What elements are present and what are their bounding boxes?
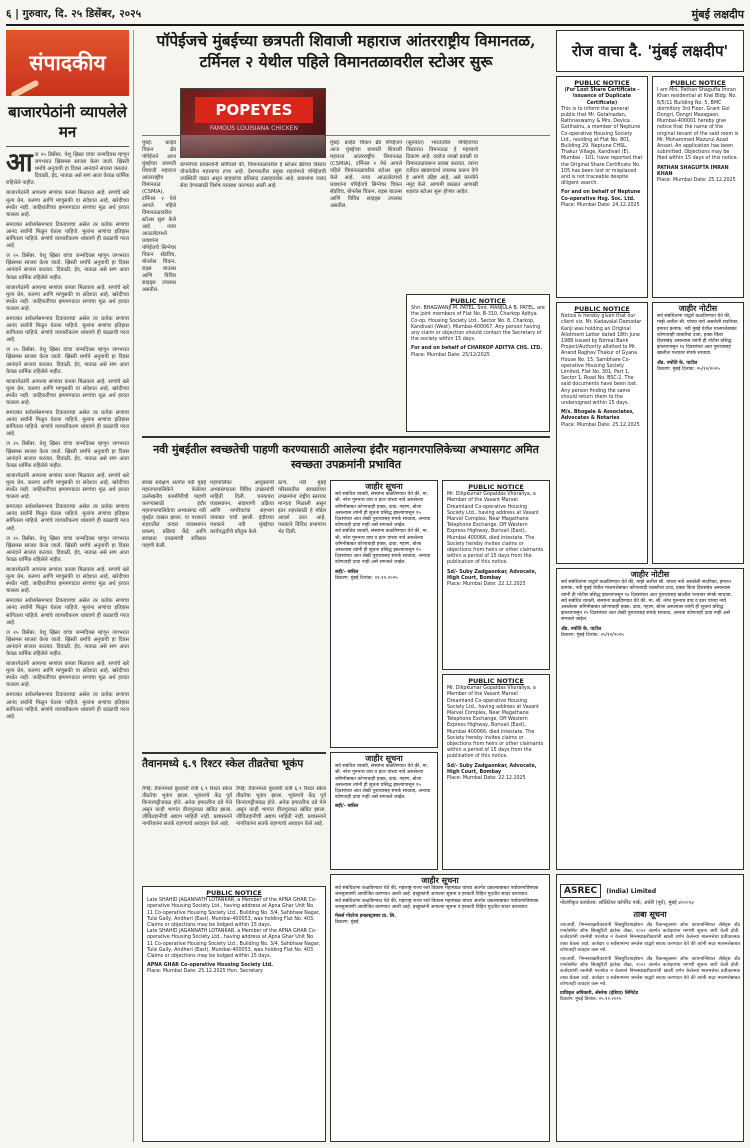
asrec-logo: ASREC	[560, 884, 601, 898]
notice-body: सर्व संबंधितांना कळविण्यात येते की, महाराष्ट्र राज्य रस्ते विकास महामंडळ यांच्या अंतर्गत प्रकल्पाबाबत पर्यावरणविषयक जनसुनावणी आयोजित करण्यात आली आहे. इच्छुकांनी आपल्या सूचना व हरकती विहित मुदतीत सादर कराव्यात.	[335, 898, 539, 910]
notice-body: Late SHAHID JAGANNATH LOTANKAR, a Member of the APNA GHAR Co-operative Housing Society Ltd., having address at Apna Ghar Unit No. 11 Co-operative Housing Society Ltd., Building No. 3/4, Sahbhaw Nagar, Tulsi Gally, Andheri (East), Mumbai-400053, was holding Flat No. 403. Claims or objections may be lodged within 15 days.	[147, 929, 321, 960]
photo-sub-text: FAMOUS LOUISIANA CHICKEN	[209, 125, 299, 132]
notice-title: जाहीर सूचना	[365, 754, 403, 763]
masthead-strip	[6, 4, 744, 26]
notice-body: Shri. BHAGWANJI M. PATEL, Smt. MANJULA B. PATEL, are the joint members of Flat No. B-310, Charkop Aditya Co-op. Housing Society Ltd., Sector No. 8, Charkop, Kandivali (West), Mumbai-400067. Any person having any claim or objection should contact the Secretary of the society within 15 days.	[411, 306, 545, 343]
notice-place-date: ठिकाण: मुंबई	[335, 920, 359, 926]
notice-signature: ॲड. ज्योति के. पाटील	[561, 626, 602, 632]
editorial-paragraph: ज २५ डिसेंबर. येशू ख्रिस्त यांचा जन्मदिवस म्हणून जगभरात ख्रिसमस साजरा केला जातो. ख्रिस्ती धर्माचे अनुयायी हा दिवस आनंदाने साजरा करतात. दिवाळी, ईद, नाताळ असे सण आता केवळ धार्मिक राहिलेले नाहीत.	[6, 152, 129, 187]
notice-body: This is to inform the general public that Mr. Gotalnadan, Rathnaswamy & Mrs. Devica Gotlhalnu, a member of Neptune Co-operative Housing Society Ltd., residing at Flat No. 801, Building 29, Neptune CHSL, Thakur Village, Kandivali (E), Mumbai - 101, have reported that the Original Share Certificate No. 105 has been lost or misplaced and is not traceable despite diligent search.	[561, 106, 643, 187]
editorial-paragraph: बाजारपेठांनी आपल्या सणांवर कब्जा मिळवला आहे. सणांचे खरे मूल्य प्रेम, करुणा आणि माणुसकी या संदेशात आहे, खरेदीच्या स्पर्धेत नाही. जाहिरातींच्या झगमगाटात सणांचा मूळ अर्थ हरवत चालला आहे.	[6, 566, 129, 595]
asrec-body: ज्याअर्थी, निम्नस्वाक्षरीकारांनी सिक्युरिटायझेशन अँड रिकन्स्ट्रक्शन ऑफ फायनान्शियल ॲसेट्स अँड एन्फोर्समेंट ऑफ सिक्युरिटी इंटरेस्ट ॲक्ट, २००२ अंतर्गत कर्जदारांना मागणी सूचना जारी केली होती. कर्जदारांनी रकमेची परतफेड न केल्याने निम्नस्वाक्षरीकारांनी खाली वर्णन केलेल्या मालमत्तेचा प्रतीकात्मक ताबा घेतला आहे. कर्जदार व सर्वसामान्य जनतेस याद्वारे सावध करण्यात येते की त्यांनी सदर मालमत्तेबाबत कोणताही व्यवहार करू नये.	[560, 957, 740, 987]
notice-signature: APNA GHAR Co-operative Housing Society Ltd.	[147, 963, 273, 969]
notice-signature: सही/- वकील	[335, 804, 359, 810]
notice-body: Late SHAHID JAGANNATH LOTANKAR, a Member of the APNA GHAR Co-operative Housing Society Ltd., having address at Apna Ghar Unit No. 11 Co-operative Housing Society Ltd., Building No. 3/4, Sahbhaw Nagar, Tulsi Gally, Andheri (East), Mumbai-400053, was holding Flat No. 403. Claims or objections may be lodged within 15 days.	[147, 898, 321, 929]
notice-title: PUBLIC NOTICE	[574, 305, 630, 313]
notice-body: सर्व संबंधितांना याद्वारे कळविण्यात येते की, माझे अशील श्री. यांच्या नावे असलेली सदनिका, इमारत क्रमांक, नवी मुंबई येथील मालमत्तेबाबत कोणत्याही व्यक्तीचा दावा, हक्क किंवा हितसंबंध असल्यास त्यांनी ही नोटीस प्रसिद्ध झाल्यापासून १४ दिवसांच्या आत पुराव्यासह खालील पत्त्यावर संपर्क साधावा.	[561, 580, 733, 598]
section-name: मुंबई लक्षदीप	[691, 7, 744, 21]
editorial-banner-text: संपादकीय	[29, 50, 106, 75]
story3-column-2: तैपेई: तैवानमध्ये बुधवारी रात्री ६.९ रिश्टर स्केल तीव्रतेचा भूकंप झाला. भूकंपाचे केंद्र पूर्व किनारपट्टीजवळ होते. अनेक इमारतींना तडे गेले असून काही भागांत वीजपुरवठा खंडित झाला. जीवितहानीची अद्याप माहिती नाही. प्रशासनाने नागरिकांना सतर्क राहण्याचे आवाहन केले आहे.	[236, 786, 326, 827]
notice-subtitle: (For Lost Share Certificate - Issuance of Duplicate Certificate)	[564, 88, 640, 106]
notice-title: PUBLIC NOTICE	[670, 79, 726, 87]
public-notice-marathi-2	[556, 568, 744, 870]
lead-column-1: मुंबई: फ्राईड चिकन ब्रँड पॉपेईजने आज मुंबईच्या छत्रपती शिवाजी महाराज आंतरराष्ट्रीय विमानतळ (CSMIA), टर्मिनल २ येथे आपले पहिले विमानतळावरील स्टोअर सुरू केले आहे. नव्या आउटलेटमध्ये प्रवाशांना पॉपेईजचे सिग्नेचर चिकन सँडविच, बोनलेस चिकन, राइस बाउल्स आणि विविध साइड्स उपलब्ध असतील.	[330, 140, 402, 209]
public-notice-pathan	[652, 76, 744, 298]
lead-column-side: मुंबई: फ्राईड चिकन ब्रँड पॉपेईजने आज मुंबईच्या छत्रपती शिवाजी महाराज आंतरराष्ट्रीय विमानतळ (CSMIA), टर्मिनल २ येथे आपले पहिले विमानतळावरील स्टोअर सुरू केले आहे. नव्या आउटलेटमध्ये प्रवाशांना पॉपेईजचे सिग्नेचर चिकन सँडविच, बोनलेस चिकन, राइस बाउल्स आणि विविध साइड्स उपलब्ध असतील.	[142, 140, 176, 293]
editorial-body	[6, 148, 129, 721]
asrec-company: (India) Limited	[606, 888, 657, 895]
editorial-column	[6, 30, 134, 1142]
notice-signature: For and on behalf of CHARKOP ADITYA CHS. LTD.	[411, 346, 543, 352]
story2-column-2: महापालिका आयुक्तांनी अभ्यासगटाला विविध उपक्रमांची माहिती दिली. घनकचरा व्यवस्थापन, सांडपाणी प्रक्रिया आणि नागरिकांचा सहभाग याबाबत चर्चा झाली. इंदौरच्या पथकाने नवी मुंबईच्या कार्यपद्धतीचे कौतुक केले.	[210, 480, 274, 535]
pen-icon	[10, 79, 39, 96]
public-notice-apna-ghar	[142, 886, 326, 1142]
page-number: ६	[6, 8, 12, 20]
editorial-paragraph: बाजारपेठांनी आपल्या सणांवर कब्जा मिळवला आहे. सणांचे खरे मूल्य प्रेम, करुणा आणि माणुसकी या संदेशात आहे, खरेदीच्या स्पर्धेत नाही. जाहिरातींच्या झगमगाटात सणांचा मूळ अर्थ हरवत चालला आहे.	[6, 661, 129, 689]
notice-place-date: Place: Mumbai Date: 25.12.2025	[561, 422, 640, 428]
editorial-paragraph: समाजात सर्वधर्मसमभाव टिकवायचा असेल तर प्रत्येक सणाचा आनंद सर्वांनी मिळून घेतला पाहिजे. मुलांना सणांचा इतिहास सांगितला पाहिजे. सणांचे व्यापारीकरण थांबवणे ही काळाची गरज आहे.	[6, 410, 129, 438]
story2-headline: नवी मुंबईतील स्वच्छतेची पाहणी करण्यासाठी आलेल्या इंदौर महानगरपालिकेच्या अभ्यासगट अमित स्वच्छता उपक्रमांनी प्रभावित	[142, 436, 550, 476]
editorial-paragraph: बाजारपेठांनी आपल्या सणांवर कब्जा मिळवला आहे. सणांचे खरे मूल्य प्रेम, करुणा आणि माणुसकी या संदेशात आहे, खरेदीच्या स्पर्धेत नाही. जाहिरातींच्या झगमगाटात सणांचा मूळ अर्थ हरवत चालला आहे.	[6, 378, 129, 406]
notice-title: PUBLIC NOTICE	[468, 677, 524, 685]
notice-place-date: ठिकाण: मुंबई दिनांक: २५/१२/२०२५	[657, 366, 720, 372]
asrec-possession-notice	[556, 874, 744, 1142]
lead-headline: पॉपेईजचे मुंबईच्या छत्रपती शिवाजी महाराज आंतरराष्ट्रीय विमानतळ, टर्मिनल २ येथील पहिले विमानतळावरील स्टोअर सुरू	[142, 30, 550, 136]
notice-title: जाहीर सूचना	[365, 482, 403, 491]
notice-title: जाहीर सूचना	[421, 876, 459, 885]
public-notice-bhogale	[556, 302, 648, 564]
asrec-place-date: ठिकाण: मुंबई दिनांक: २५.१२.२०२५	[560, 997, 622, 1003]
notice-place-date: Place: Mumbai Date: 22.12.2025	[447, 582, 526, 588]
public-notice-vasant-marvel	[442, 480, 550, 670]
asrec-body: ज्याअर्थी, निम्नस्वाक्षरीकारांनी सिक्युरिटायझेशन अँड रिकन्स्ट्रक्शन ऑफ फायनान्शियल ॲसेट्स अँड एन्फोर्समेंट ऑफ सिक्युरिटी इंटरेस्ट ॲक्ट, २००२ अंतर्गत कर्जदारांना मागणी सूचना जारी केली होती. कर्जदारांनी रकमेची परतफेड न केल्याने निम्नस्वाक्षरीकारांनी खाली वर्णन केलेल्या मालमत्तेचा प्रतीकात्मक ताबा घेतला आहे. कर्जदार व सर्वसामान्य जनतेस याद्वारे सावध करण्यात येते की त्यांनी सदर मालमत्तेबाबत कोणताही व्यवहार करू नये.	[560, 923, 740, 953]
notice-signature: ॲड. ज्योति के. पाटील	[657, 360, 698, 366]
notice-title: PUBLIC NOTICE	[574, 79, 630, 87]
public-notice-neptune	[556, 76, 648, 298]
photo-counter	[181, 135, 325, 157]
notice-signature: सही/- वकील	[335, 569, 359, 575]
page-date-line: ६ | गुरुवार, दि. २५ डिसेंबर, २०२५	[6, 8, 142, 20]
editorial-paragraph: ज २५ डिसेंबर. येशू ख्रिस्त यांचा जन्मदिवस म्हणून जगभरात ख्रिसमस साजरा केला जातो. ख्रिस्ती धर्माचे अनुयायी हा दिवस आनंदाने साजरा करतात. दिवाळी, ईद, नाताळ असे सण आता केवळ धार्मिक राहिलेले नाहीत.	[6, 629, 129, 657]
editorial-paragraph: ज २५ डिसेंबर. येशू ख्रिस्त यांचा जन्मदिवस म्हणून जगभरात ख्रिसमस साजरा केला जातो. ख्रिस्ती धर्माचे अनुयायी हा दिवस आनंदाने साजरा करतात. दिवाळी, ईद, नाताळ असे सण आता केवळ धार्मिक राहिलेले नाहीत.	[6, 441, 129, 469]
editorial-paragraph: समाजात सर्वधर्मसमभाव टिकवायचा असेल तर प्रत्येक सणाचा आनंद सर्वांनी मिळून घेतला पाहिजे. मुलांना सणांचा इतिहास सांगितला पाहिजे. सणांचे व्यापारीकरण थांबवणे ही काळाची गरज आहे.	[6, 598, 129, 626]
notice-body: Mr. Dilipkumar Gopaldas Vhoraliya, a Member of the Vasant Marvel Dreamland Co-operative Housing Society Ltd., having address at Vasant Marvel Complex, Near Magathane Telephone Exchange, Off Western Express Highway, Borivali (East), Mumbai 400066, died intestate. The Society hereby invites claims or objections from heirs or other claimants within a period of 15 days from the publication of this notice.	[447, 686, 544, 760]
notice-place-date: Place: Mumbai Date: 25/12/2025	[411, 352, 490, 358]
notice-body: सर्व संबंधितांना कळविण्यात येते की, महाराष्ट्र राज्य रस्ते विकास महामंडळ यांच्या अंतर्गत प्रकल्पाबाबत पर्यावरणविषयक जनसुनावणी आयोजित करण्यात आली आहे. इच्छुकांनी आपल्या सूचना व हरकती विहित मुदतीत सादर कराव्यात.	[335, 886, 539, 898]
editorial-paragraph: बाजारपेठांनी आपल्या सणांवर कब्जा मिळवला आहे. सणांचे खरे मूल्य प्रेम, करुणा आणि माणुसकी या संदेशात आहे, खरेदीच्या स्पर्धेत नाही. जाहिरातींच्या झगमगाटात सणांचा मूळ अर्थ हरवत चालला आहे.	[6, 190, 129, 218]
notice-place-date: Place: Mumbai Date: 22.12.2025	[447, 776, 526, 782]
date-line: गुरुवार, दि. २५ डिसेंबर, २०२५	[22, 8, 142, 20]
editorial-paragraph: ज २५ डिसेंबर. येशू ख्रिस्त यांचा जन्मदिवस म्हणून जगभरात ख्रिसमस साजरा केला जातो. ख्रिस्ती धर्माचे अनुयायी हा दिवस आनंदाने साजरा करतात. दिवाळी, ईद, नाताळ असे सण आता केवळ धार्मिक राहिलेले नाहीत.	[6, 347, 129, 375]
notice-body: सर्व संबंधित व्यक्ती, संस्थांना कळविण्यात येते की, मा. श्री. नरेश गुरुनाथ वाघ व इतर यांच्या नावे असलेल्या जमिनीबाबत कोणाचाही हक्क, दावा, गहाण, बोजा असल्यास त्यांनी ही सूचना प्रसिद्ध झाल्यापासून १५ दिवसांच्या आत लेखी पुराव्यासह संपर्क साधावा, अन्यथा कोणताही दावा नाही असे समजले जाईल.	[335, 529, 431, 566]
notice-signature: PATHAN SHAGUFTA IMRAN KHAN	[657, 165, 729, 177]
asrec-signature: प्राधिकृत अधिकारी, ॲसरेक (इंडिया) लिमिटेड	[560, 991, 638, 997]
editorial-paragraph: बाजारपेठांनी आपल्या सणांवर कब्जा मिळवला आहे. सणांचे खरे मूल्य प्रेम, करुणा आणि माणुसकी या संदेशात आहे, खरेदीच्या स्पर्धेत नाही. जाहिरातींच्या झगमगाटात सणांचा मूळ अर्थ हरवत चालला आहे.	[6, 472, 129, 501]
notice-body: I am Mrs. Pathan Shagufta Imran Khan residential at Kiwi Bldg. No. 6/5/11 Building No. 5, BMC dormitory 3rd Floor, Grant Gol Dongri, Dongri Mazagaon, Mumbai-400001 hereby give notice that the name of the original tenant of the said room is Mr. Mohammed Mazurul Azad Ansari. An application has been submitted. Objections may be filed within 15 days of this notice.	[657, 88, 739, 162]
drop-cap: आ	[6, 148, 33, 178]
story3-column-1: तैपेई: तैवानमध्ये बुधवारी रात्री ६.९ रिश्टर स्केल तीव्रतेचा भूकंप झाला. भूकंपाचे केंद्र पूर्व किनारपट्टीजवळ होते. अनेक इमारतींना तडे गेले असून काही भागांत वीजपुरवठा खंडित झाला. जीवितहानीची अद्याप माहिती नाही. प्रशासनाने नागरिकांना सतर्क राहण्याचे आवाहन केले आहे.	[142, 786, 232, 827]
asrec-notice-title: ताबा सूचना	[633, 910, 667, 919]
editorial-title: बाजारपेठांनी व्यापलेले मन	[6, 102, 129, 147]
public-notice-marathi-3	[330, 480, 438, 748]
notice-signature: Sd/- Suby Zadgaonkar, Advocate, High Court, Bombay	[447, 763, 537, 775]
asrec-address: नोंदणीकृत कार्यालय: सॉलिटेयर कॉर्पोरेट पार्क, अंधेरी (पूर्व), मुंबई ४०००९३	[560, 900, 694, 906]
notice-body: Mr. Dilipkumar Gopaldas Vhoraliya, a Member of the Vasant Marvel Dreamland Co-operative Housing Society Ltd., having address at Vasant Marvel Complex, Near Magathane Telephone Exchange, Off Western Express Highway, Borivali (East), Mumbai 400066, died intestate. The Society hereby invites claims or objections from heirs or other claimants within a period of 15 days from the publication of this notice.	[447, 492, 544, 566]
notice-title: PUBLIC NOTICE	[468, 483, 524, 491]
notice-body: सर्व संबंधितांना याद्वारे कळविण्यात येते की, माझे अशील श्री. यांच्या नावे असलेली सदनिका, इमारत क्रमांक, नवी मुंबई येथील मालमत्तेबाबत कोणत्याही व्यक्तीचा दावा, हक्क किंवा हितसंबंध असल्यास त्यांनी ही नोटीस प्रसिद्ध झाल्यापासून १४ दिवसांच्या आत पुराव्यासह खालील पत्त्यावर संपर्क साधावा.	[657, 314, 739, 357]
notice-title: PUBLIC NOTICE	[206, 889, 262, 897]
editorial-paragraph: समाजात सर्वधर्मसमभाव टिकवायचा असेल तर प्रत्येक सणाचा आनंद सर्वांनी मिळून घेतला पाहिजे. मुलांना सणांचा इतिहास सांगितला पाहिजे. सणांचे व्यापारीकरण थांबवणे ही काळाची गरज आहे.	[6, 315, 129, 344]
public-notice-vasant-marvel-2	[442, 674, 550, 870]
public-notice-marathi-4	[330, 752, 438, 870]
notice-signature: For and on behalf of Neptune Co-operative Hsg. Soc. Ltd.	[561, 190, 641, 202]
story2-column-1: स्वच्छ सर्वेक्षण अंतर्गत नवी मुंबई महानगरपालिकेने केलेल्या उल्लेखनीय कामगिरीची पाहणी करण्यासाठी इंदौर महानगरपालिकेचा अभ्यासगट नवी मुंबईत दाखल झाला. या पथकाने शहरातील कचरा व्यवस्थापन प्रकल्प, प्रक्रिया केंद्रे आणि स्वच्छता उपक्रमांची सविस्तर पाहणी केली.	[142, 480, 206, 549]
lead-column-3: (सुरुवात) भारतातील पॉपेईजच्या विस्तारात विमानतळ हे महत्त्वाचे ठिकाण आहे. दररोज लाखो प्रवासी या विमानतळावरून प्रवास करतात. त्यांना दर्जेदार खाद्यपदार्थ उपलब्ध करून देणे हे आमचे उद्दिष्ट आहे, असे कंपनीने नमूद केले. आगामी काळात आणखी शहरांत स्टोअर सुरू होणार आहेत.	[406, 140, 478, 195]
notice-signature: M/s. Bhogale & Associates, Advocates & Notaries	[561, 410, 634, 422]
editorial-paragraph: ज २५ डिसेंबर. येशू ख्रिस्त यांचा जन्मदिवस म्हणून जगभरात ख्रिसमस साजरा केला जातो. ख्रिस्ती धर्माचे अनुयायी हा दिवस आनंदाने साजरा करतात. दिवाळी, ईद, नाताळ असे सण आता केवळ धार्मिक राहिलेले नाहीत.	[6, 253, 129, 281]
notice-title: PUBLIC NOTICE	[450, 297, 506, 305]
notice-body: सर्व संबंधित व्यक्ती, संस्थांना कळविण्यात येते की, मा. श्री. नरेश गुरुनाथ वाघ व इतर यांच्या नावे असलेल्या जमिनीबाबत कोणाचाही हक्क, दावा, गहाण, बोजा असल्यास त्यांनी ही सूचना प्रसिद्ध झाल्यापासून १५ दिवसांच्या आत लेखी पुराव्यासह संपर्क साधावा, अन्यथा कोणताही दावा नाही असे समजले जाईल.	[561, 598, 730, 623]
daily-read-banner: रोज वाचा दै. 'मुंबई लक्षदीप'	[556, 30, 744, 72]
editorial-banner	[6, 30, 129, 96]
story3-headline: तैवानमध्ये ६.९ रिश्टर स्केल तीव्रतेचा भूकंप	[142, 752, 326, 782]
notice-place-date: Place: Mumbai Date: 25.12.2025	[657, 178, 736, 184]
editorial-paragraph: समाजात सर्वधर्मसमभाव टिकवायचा असेल तर प्रत्येक सणाचा आनंद सर्वांनी मिळून घेतला पाहिजे. मुलांना सणांचा इतिहास सांगितला पाहिजे. सणांचे व्यापारीकरण थांबवणे ही काळाची गरज आहे.	[6, 692, 129, 720]
photo-sign-text: POPEYES	[195, 97, 313, 123]
notice-place-date: Place: Mumbai Date: 24.12.2025	[561, 202, 640, 208]
notice-body: सर्व संबंधित व्यक्ती, संस्थांना कळविण्यात येते की, मा. श्री. नरेश गुरुनाथ वाघ व इतर यांच्या नावे असलेल्या जमिनीबाबत कोणाचाही हक्क, दावा, गहाण, बोजा असल्यास त्यांनी ही सूचना प्रसिद्ध झाल्यापासून १५ दिवसांच्या आत लेखी पुराव्यासह संपर्क साधावा, अन्यथा कोणताही दावा नाही असे समजले जाईल.	[335, 764, 431, 801]
notice-signature: Sd/- Suby Zadgaonkar, Advocate, High Court, Bombay	[447, 569, 537, 581]
notice-title: जाहीर नोटीस	[630, 570, 670, 579]
public-notice-aditya	[406, 294, 550, 432]
lead-column-2: कंपनीच्या प्रवक्त्यांनी सांगितले की, विमानतळावरील हे स्टोअर ब्रँडच्या विस्तार योजनेतील महत्त्वाचा टप्पा आहे. देशभरातील प्रमुख शहरांमध्ये पॉपेईजची उपस्थिती वाढत असून ग्राहकांचा प्रतिसाद उत्साहवर्धक आहे. प्रवाशांना जलद सेवा देण्यासाठी विशेष व्यवस्था करण्यात आली आहे.	[180, 162, 326, 189]
editorial-paragraph: समाजात सर्वधर्मसमभाव टिकवायचा असेल तर प्रत्येक सणाचा आनंद सर्वांनी मिळून घेतला पाहिजे. मुलांना सणांचा इतिहास सांगितला पाहिजे. सणांचे व्यापारीकरण थांबवणे ही काळाची गरज आहे.	[6, 504, 129, 532]
notice-place-date: ठिकाण: मुंबई दिनांक: २२.१२.२०२५	[335, 575, 398, 581]
public-notice-marathi-1	[652, 302, 744, 564]
notice-signature: मेसर्स गोदरेज इन्फ्रास्ट्रक्चर प्रा. लि.	[335, 914, 396, 920]
editorial-paragraph: समाजात सर्वधर्मसमभाव टिकवायचा असेल तर प्रत्येक सणाचा आनंद सर्वांनी मिळून घेतला पाहिजे. मुलांना सणांचा इतिहास सांगितला पाहिजे. सणांचे व्यापारीकरण थांबवणे ही काळाची गरज आहे.	[6, 221, 129, 250]
lead-photo	[180, 88, 326, 158]
public-notice-environment	[330, 874, 550, 1142]
story2-column-3: ठाणे, नवी मुंबई परिसरातील स्वच्छतेच्या उपक्रमांना राष्ट्रीय स्तरावर मान्यता मिळाली असून इतर शहरांसाठी हे मॉडेल आदर्श ठरत आहे. पथकाने विविध प्रभागांना भेट दिली.	[278, 480, 326, 535]
notice-body: सर्व संबंधित व्यक्ती, संस्थांना कळविण्यात येते की, मा. श्री. नरेश गुरुनाथ वाघ व इतर यांच्या नावे असलेल्या जमिनीबाबत कोणाचाही हक्क, दावा, गहाण, बोजा असल्यास त्यांनी ही सूचना प्रसिद्ध झाल्यापासून १५ दिवसांच्या आत लेखी पुराव्यासह संपर्क साधावा, अन्यथा कोणताही दावा नाही असे समजले जाईल.	[335, 492, 431, 529]
editorial-paragraph: बाजारपेठांनी आपल्या सणांवर कब्जा मिळवला आहे. सणांचे खरे मूल्य प्रेम, करुणा आणि माणुसकी या संदेशात आहे, खरेदीच्या स्पर्धेत नाही. जाहिरातींच्या झगमगाटात सणांचा मूळ अर्थ हरवत चालला आहे.	[6, 284, 129, 312]
notice-title: जाहीर नोटीस	[678, 304, 718, 313]
notice-place-date: ठिकाण: मुंबई दिनांक: २५/१२/२०२५	[561, 632, 624, 638]
editorial-paragraph: ज २५ डिसेंबर. येशू ख्रिस्त यांचा जन्मदिवस म्हणून जगभरात ख्रिसमस साजरा केला जातो. ख्रिस्ती धर्माचे अनुयायी हा दिवस आनंदाने साजरा करतात. दिवाळी, ईद, नाताळ असे सण आता केवळ धार्मिक राहिलेले नाहीत.	[6, 535, 129, 563]
notice-place-date: Place: Mumbai Date: 25.12.2025 Hon. Secretary	[147, 969, 263, 975]
notice-body: Notice is hereby given that our client viz. Mr. Kadavalal Damodar Kanji was holding an Original Allotment Letter dated 18th June 1988 issued by Nirmal Bank Project/Authority allotted to Mr. Anand Raghav Thakur of Gyana House No. 15, Sambhare Co-operative Housing Society Limited, Flat No. 301, Part 1, Sector 1, Road No. BSC-2. The said documents have been lost. Any person finding the same should return them to the undersigned within 15 days.	[561, 314, 642, 407]
